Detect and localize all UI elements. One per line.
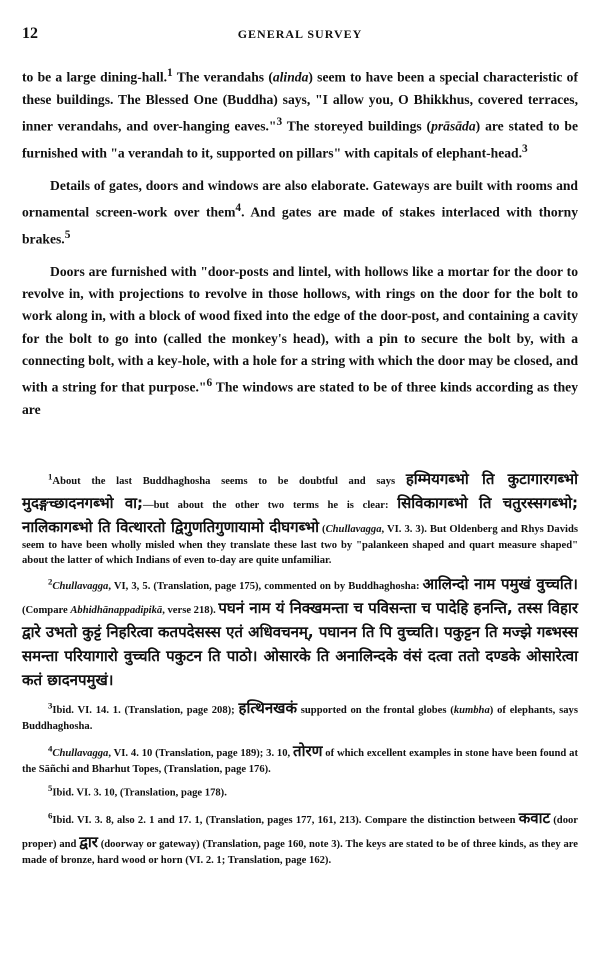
footnote-mark: 5 (48, 783, 53, 794)
text-run: Ibid. VI. 3. 10, (Translation, page 178). (52, 787, 227, 799)
italic-term: alinda (272, 69, 309, 85)
devanagari-quote: पघनं नाम यं निक्खमन्ता च पविसन्ता च पादेहि हनन्ति, तस्स विहार द्वारे उभतो कुट्टं निहरित्वा कतपदेसस्स एतं अधिवचनम्, पघानन ति पि वुच्चति। पकुट्टन ति मज्झे गब्भस्स समन्ता परियागारो वुच्चति पकुटन ति पाठो। ओसारके ति अनालिन्दके वंसं दत्वा ततो दण्डके ओसारेत्वा कतं छादनपमुखं। (22, 599, 578, 690)
footnote-ref: 1 (167, 67, 173, 79)
text-run: (doorway or gateway) (Translation, page 160, note 3). The keys are stated to be of three kinds, as they are made of bronze, hard wood or horn (VI. 2. 1; Translation, page 162). (22, 838, 578, 866)
footnote-mark: 2 (48, 576, 53, 587)
text-run: , VI. 3. 3). But Oldenberg and Rhys Davids seem to have been wholly misled when they translate these last two by "palankeen shaped and quart measure shaped" about the latter of which Indians of even to-day are quite unfamiliar. (22, 524, 578, 566)
text-run: . And gates are made of stakes interlaced with thorny brakes. (22, 204, 579, 247)
text-run: —but about the other two terms he is clear: (143, 500, 398, 511)
running-head (22, 25, 578, 45)
footnote-ref: 5 (64, 228, 71, 241)
footnote-mark: 4 (48, 743, 53, 754)
text-run: ) seem to have been a special characteristic of these buildings. The Blessed One (Buddha) says, "I allow you, O Bhikkhus, covered terraces, inner verandahs, and over-hanging eaves." (22, 69, 578, 134)
footnotes (22, 467, 578, 872)
footnote-mark: 6 (48, 809, 53, 820)
italic-ref: Chullavagga (325, 524, 382, 535)
italic-ref: Abhidhānappadipikā (70, 605, 163, 617)
text-run: of which excellent examples in stone have been found at the Sāñchi and Bharhut Topes, (Translation, page 176). (22, 747, 578, 775)
text-run: (Compare (22, 605, 71, 617)
text-run: supported on the frontal globes ( (296, 705, 454, 717)
footnote-ref: 3 (522, 142, 528, 155)
italic-term: kumbha (453, 705, 490, 717)
footnote-ref: 4 (235, 202, 242, 215)
devanagari-quote: हम्मियगब्भो ति कुटागारगब्भो मुदङ्गच्छादनगब्भो वा; (22, 470, 578, 512)
text-run: Details of gates, doors and windows are also elaborate. Gateways are built with rooms and ornamental screen-work over them (22, 177, 578, 220)
italic-term: prāsāda (431, 118, 476, 134)
devanagari-quote: हत्थिनखकं (238, 699, 297, 718)
devanagari-quote: तोरण (293, 741, 323, 760)
paragraph-3 (22, 261, 578, 422)
devanagari-quote: आलिन्दो नाम पमुखं वुच्चति। (422, 575, 578, 594)
body-text (22, 62, 578, 421)
paragraph-2 (22, 175, 578, 251)
text-run: The windows are stated to be of three kinds according as they are (22, 379, 578, 418)
text-run: Doors are furnished with "door-posts and lintel, with hollows like a mortar for the door to revolve in, with projections to revolve in those hollows, with rings on the door for the bolt to work along in, with a block of wood fixed into the edge of the door-post, and containing a cavity for the bolt to go into (called the monkey's head), with a pin to secure the bolt by, with a connecting bolt, with a key-hole, with a hole for a string with which the door may be closed, and with a string for that purpose." (22, 263, 578, 395)
text-run: ) of elephants, says Buddhaghosha. (22, 705, 578, 733)
paragraph-1 (22, 62, 578, 165)
italic-ref: Chullavagga (52, 581, 109, 593)
devanagari-quote: कवाट (518, 808, 551, 827)
running-title: GENERAL SURVEY (237, 27, 363, 41)
footnote-2 (22, 572, 578, 692)
text-run: ( (319, 524, 326, 535)
text-run: to be a large dining-hall. (22, 69, 168, 85)
footnote-ref: 3 (276, 116, 283, 129)
devanagari-quote: सिविकागब्भो ति चतुरस्सगब्भो; नालिकागब्भो ति वित्थारतो द्विगुणतिगुणायामो दीघगब्भो (22, 494, 578, 536)
text-run: ) are stated to be furnished with "a verandah to it, supported on pillars" with capitals of elephant-head. (22, 118, 578, 161)
text-run: , VI. 4. 10 (Translation, page 189); 3. 10, (108, 747, 294, 759)
italic-ref: Chullavagga (52, 747, 109, 759)
devanagari-quote: द्वार (79, 832, 98, 851)
page-number: 12 (22, 25, 38, 42)
text-run: Ibid. VI. 3. 8, also 2. 1 and 17. 1, (Translation, pages 177, 161, 213). Compare the distinction between (52, 814, 519, 826)
text-run: The storeyed buildings ( (282, 118, 432, 134)
text-run: , VI, 3, 5. (Translation, page 175), commented on by Buddhaghosha: (108, 581, 423, 593)
text-run: The verandahs ( (172, 69, 273, 85)
footnote-5 (22, 781, 578, 801)
text-run: About the last Buddhaghosha seems to be doubtful and says (52, 476, 406, 487)
footnote-1 (22, 467, 578, 568)
text-run: Ibid. VI. 14. 1. (Translation, page 208); (52, 705, 239, 717)
footnote-ref: 6 (206, 377, 213, 390)
text-run: , verse 218). (162, 605, 219, 617)
footnote-4 (22, 739, 578, 778)
footnote-mark: 3 (48, 700, 53, 711)
footnote-6 (22, 806, 578, 869)
text-run: (door proper) and (22, 814, 578, 850)
footnote-mark: 1 (48, 471, 53, 482)
footnote-3 (22, 696, 578, 735)
